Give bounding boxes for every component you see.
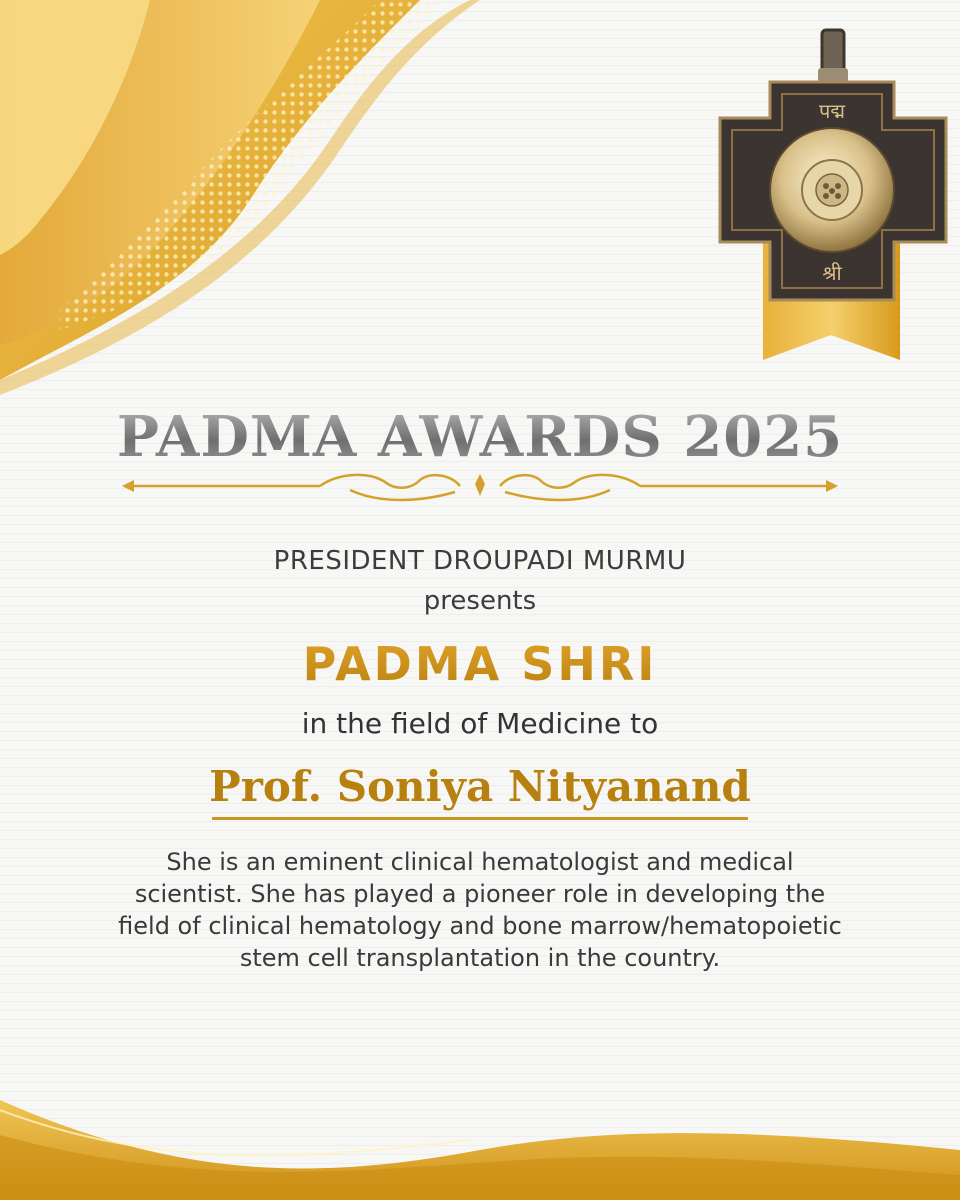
recipient-description: She is an eminent clinical hematologist and medical scientist. She has played a pioneer role in developing the field of clinical hematology and bone marrow/hematopoietic stem cell transplantation in the country.: [118, 848, 842, 972]
ornamental-divider: [0, 468, 960, 508]
bottom-wave-decoration: [0, 1040, 960, 1200]
presents-text: presents: [423, 586, 537, 616]
presenter-name: PRESIDENT DROUPADI MURMU: [273, 546, 687, 576]
field-line: in the field of Medicine to: [301, 707, 659, 740]
recipient-name: Prof. Soniya Nityanand: [209, 762, 751, 811]
padma-shri-medal-icon: [0, 0, 960, 380]
award-name: PADMA SHRI: [0, 637, 960, 691]
recipient-underline: [212, 817, 748, 820]
page-title: PADMA AWARDS 2025: [0, 404, 960, 470]
medal-top-inscription: पद्म: [818, 99, 846, 123]
medal-bottom-inscription: श्री: [822, 261, 842, 285]
